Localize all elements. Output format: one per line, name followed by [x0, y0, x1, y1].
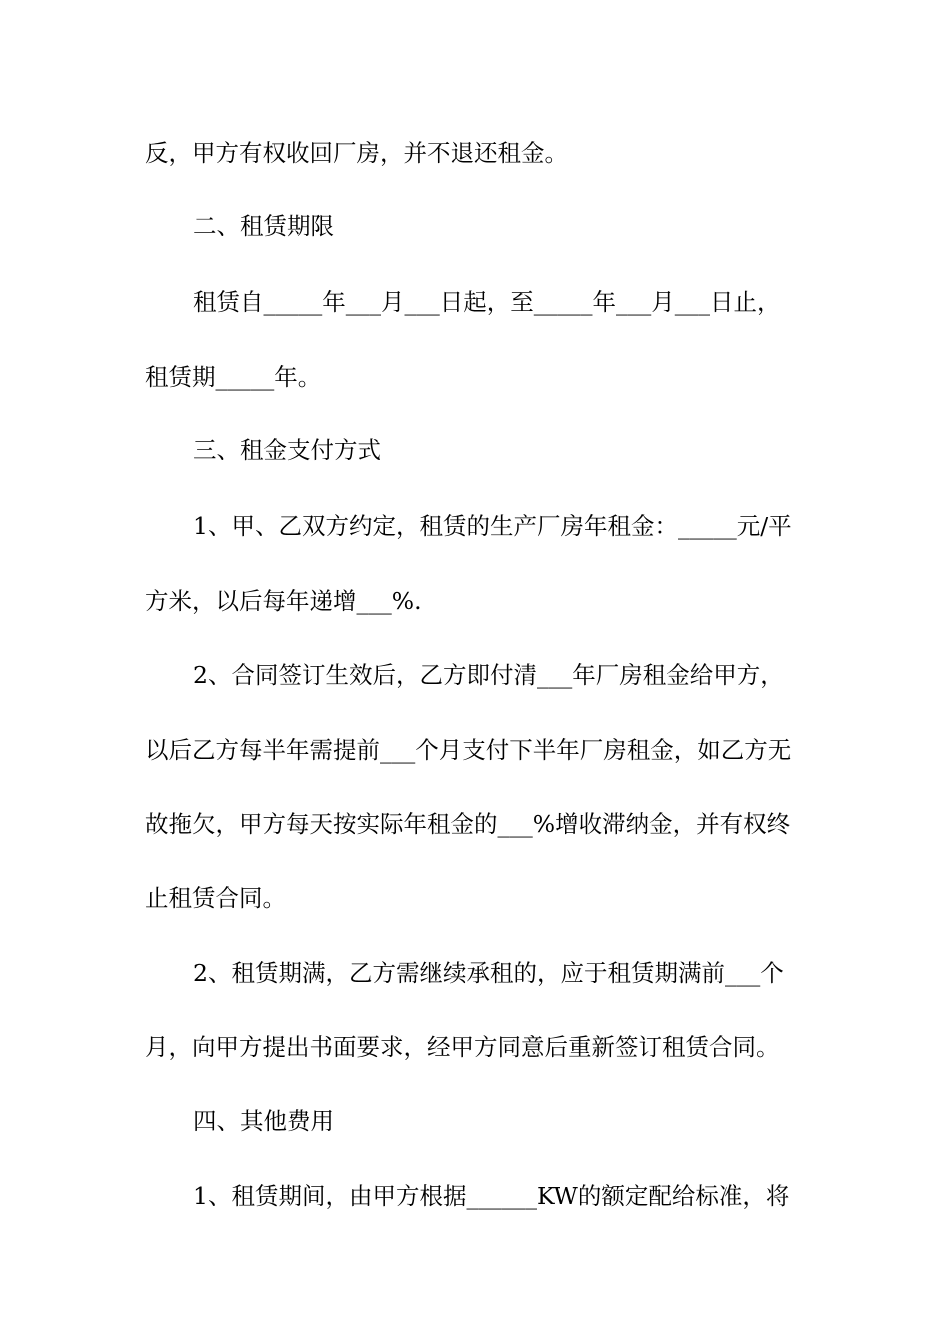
- paragraph-continuation-line: 反，甲方有权收回厂房，并不退还租金。: [145, 139, 568, 167]
- paragraph-rent-clause-line-2: 方米，以后每年递增___%.: [145, 587, 422, 615]
- section-heading-payment-method: 三、租金支付方式: [193, 436, 381, 464]
- paragraph-renewal-clause-line-1: 2、租赁期满，乙方需继续承租的，应于租赁期满前___个: [193, 959, 784, 987]
- paragraph-payment-clause-line-4: 止租赁合同。: [145, 884, 286, 912]
- section-heading-lease-term: 二、租赁期限: [193, 212, 334, 240]
- paragraph-payment-clause-line-3: 故拖欠，甲方每天按实际年租金的___%增收滞纳金，并有权终: [145, 810, 791, 838]
- paragraph-payment-clause-line-1: 2、合同签订生效后，乙方即付清___年厂房租金给甲方，: [193, 661, 784, 689]
- paragraph-lease-period-line-2: 租赁期_____年。: [145, 363, 322, 391]
- section-heading-other-fees: 四、其他费用: [193, 1107, 334, 1135]
- paragraph-rent-clause-line-1: 1、甲、乙双方约定，租赁的生产厂房年租金：_____元/平: [193, 512, 792, 540]
- paragraph-lease-period-line-1: 租赁自_____年___月___日起，至_____年___月___日止，: [193, 288, 781, 316]
- paragraph-renewal-clause-line-2: 月，向甲方提出书面要求，经甲方同意后重新签订租赁合同。: [145, 1033, 780, 1061]
- paragraph-electricity-clause-line-1: 1、租赁期间，由甲方根据______KW的额定配给标准，将: [193, 1182, 790, 1210]
- paragraph-payment-clause-line-2: 以后乙方每半年需提前___个月支付下半年厂房租金，如乙方无: [145, 736, 792, 764]
